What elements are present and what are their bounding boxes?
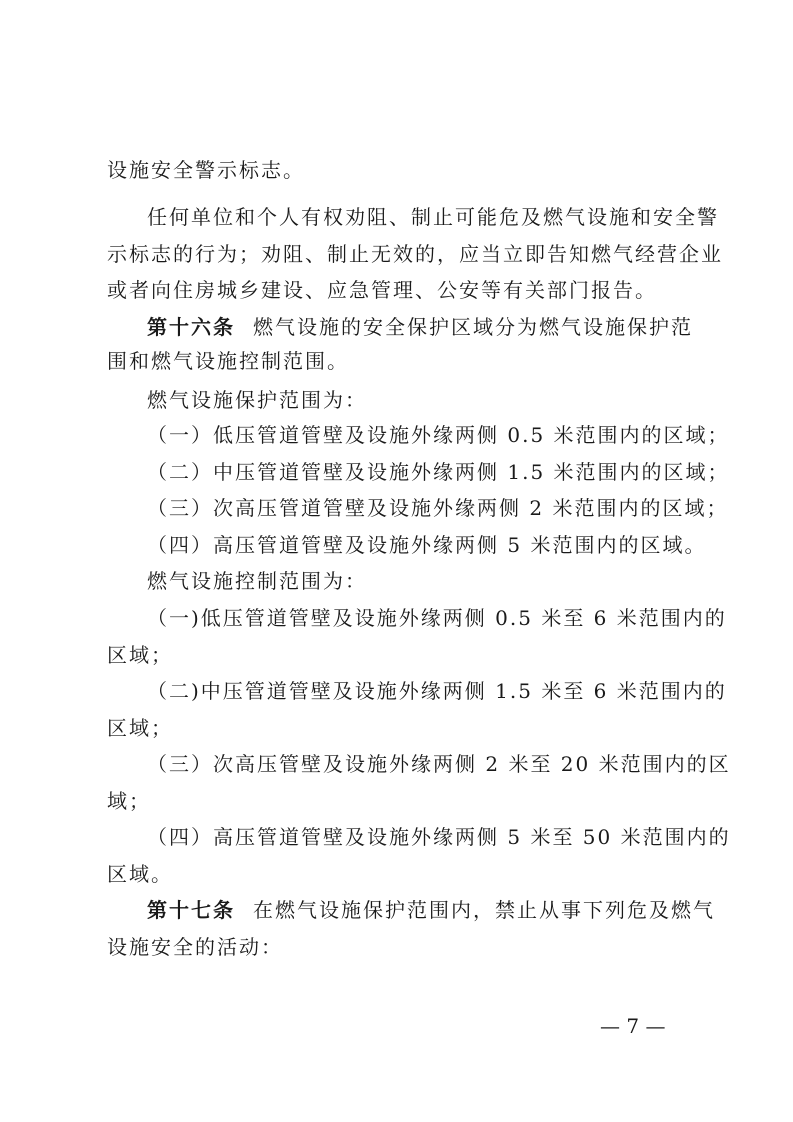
text-line: 在燃气设施保护范围内，禁止从事下列危及燃气	[253, 898, 715, 922]
page-number: — 7 —	[600, 1014, 666, 1038]
article-16-label: 第十六条	[147, 315, 235, 339]
text-line: （三）次高压管壁及设施外缘两侧 2 米至 20 米范围内的区	[147, 752, 731, 776]
text-line: （一)低压管道管壁及设施外缘两侧 0.5 米至 6 米范围内的	[147, 606, 727, 630]
text-line: （四）高压管道管壁及设施外缘两侧 5 米范围内的区域。	[147, 533, 707, 557]
text-line: 燃气设施的安全保护区域分为燃气设施保护范	[253, 315, 693, 339]
text-line: 任何单位和个人有权劝阻、制止可能危及燃气设施和安全警	[147, 205, 719, 229]
text-line: 区域；	[107, 716, 173, 740]
text-line: （一）低压管道管壁及设施外缘两侧 0.5 米范围内的区域；	[147, 423, 730, 447]
article-17-label: 第十七条	[147, 898, 235, 922]
text-line: 燃气设施控制范围为：	[147, 569, 367, 593]
text-line: 设施安全的活动：	[107, 935, 283, 959]
text-line: 区域。	[107, 862, 173, 886]
text-line: 燃气设施保护范围为：	[147, 388, 367, 412]
text-line: （四）高压管道管壁及设施外缘两侧 5 米至 50 米范围内的	[147, 825, 731, 849]
text-line: （二）中压管道管壁及设施外缘两侧 1.5 米范围内的区域；	[147, 460, 730, 484]
text-line: 围和燃气设施控制范围。	[107, 349, 349, 373]
text-line: 区域；	[107, 643, 173, 667]
text-line: 域；	[107, 789, 151, 813]
text-line: 示标志的行为；劝阻、制止无效的，应当立即告知燃气经营企业	[107, 242, 723, 266]
text-line: 或者向住房城乡建设、应急管理、公安等有关部门报告。	[107, 278, 657, 302]
article-17-first-line	[147, 896, 715, 924]
text-line: 设施安全警示标志。	[107, 158, 305, 182]
text-line: （二)中压管道管壁及设施外缘两侧 1.5 米至 6 米范围内的	[147, 679, 727, 703]
article-16-first-line	[147, 313, 697, 341]
text-line: （三）次高压管道管壁及设施外缘两侧 2 米范围内的区域；	[147, 496, 729, 520]
